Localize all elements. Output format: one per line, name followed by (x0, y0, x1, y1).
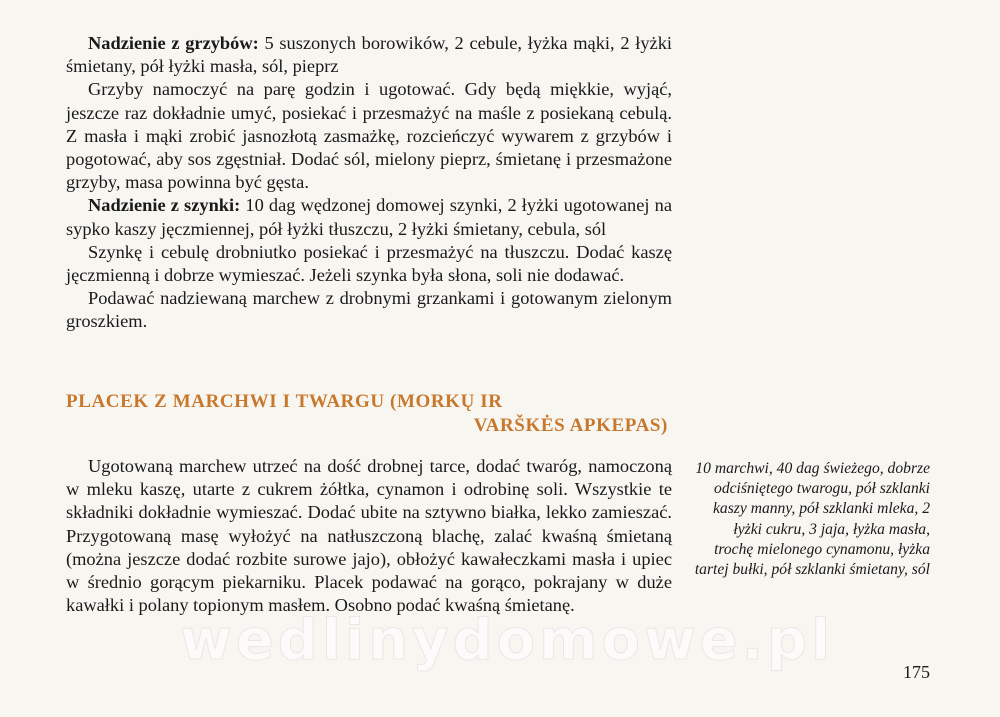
recipe-title-line-2: VARŠKĖS APKEPAS) (473, 415, 668, 436)
mushroom-filling-ingredient-list: 5 suszonych borowików, 2 cebule, łyżka mąki, 2 łyżki śmietany, pół łyżki masła, sól, pieprz (66, 33, 672, 77)
ham-filling-ingredient-list: 10 dag wędzonej domowej szynki, 2 łyżki ugotowanej na sypko kaszy jęczmiennej, pół łyżki tłuszczu, 2 łyżki śmietany, cebula, sól (66, 195, 672, 239)
recipe-title-line-1: PLACEK Z MARCHWI I TWARGU (MORKŲ IR (66, 391, 503, 412)
ham-filling-instructions: Szynkę i cebulę drobniutko posiekać i przesmażyć na tłuszczu. Dodać kaszę jęczmienną i dobrze wymieszać. Jeżeli szynka była słona, soli nie dodawać. (66, 241, 672, 286)
recipe-ingredients-sidebar: 10 marchwi, 40 dag świeżego, dobrze odciśniętego twarogu, pół szklanki kaszy manny, pół szklanki mleka, 2 łyżki cukru, 3 jaja, łyżka masła, trochę mielonego cynamonu, łyżka tartej bułki, pół szklanki śmietany, sól (694, 460, 930, 579)
recipe-instructions-column (66, 455, 672, 617)
mushroom-filling-heading: Nadzienie z grzybów: (88, 33, 259, 53)
mushroom-filling-instructions: Grzyby namoczyć na parę godzin i ugotować. Gdy będą miękkie, wyjąć, jeszcze raz dokładnie umyć, posiekać i przesmażyć na maśle z posiekaną cebulą. Z masła i mąki zrobić jasnozłotą zasmażkę, rozcieńczyć wywarem z grzybów i pogotować, aby sos zgęstniał. Dodać sól, mielony pieprz, śmietanę i przesmażone grzyby, masa powinna być gęsta. (66, 79, 672, 193)
recipe-title (66, 390, 672, 438)
mushroom-filling-ingredients (66, 32, 672, 78)
main-text-column (66, 32, 672, 334)
watermark-text: wedlinydomowe.pl (180, 608, 835, 673)
page-number: 175 (903, 662, 930, 682)
recipe-instructions: Ugotowaną marchew utrzeć na dość drobnej tarce, dodać twaróg, namoczoną w mleku kaszę, utarte z cukrem żółtka, cynamon i odrobinę soli. Wszystkie te składniki dokładnie wymieszać. Dodać ubite na sztywno białka, lekko zamieszać. Przygotowaną masę wyłożyć na natłuszczoną blachę, zalać kwaśną śmietaną (można jeszcze dodać rozbite surowe jajo), obłożyć kawałeczkami masła i upiec w średnio gorącym piekarniku. Placek podawać na gorąco, pokrajany w duże kawałki i polany topionym masłem. Osobno podać kwaśną śmietanę. (66, 456, 672, 616)
ham-filling-ingredients (66, 194, 672, 240)
ham-filling-heading: Nadzienie z szynki: (88, 195, 241, 216)
serving-note: Podawać nadziewaną marchew z drobnymi grzankami i gotowanym zielonym groszkiem. (66, 288, 672, 332)
